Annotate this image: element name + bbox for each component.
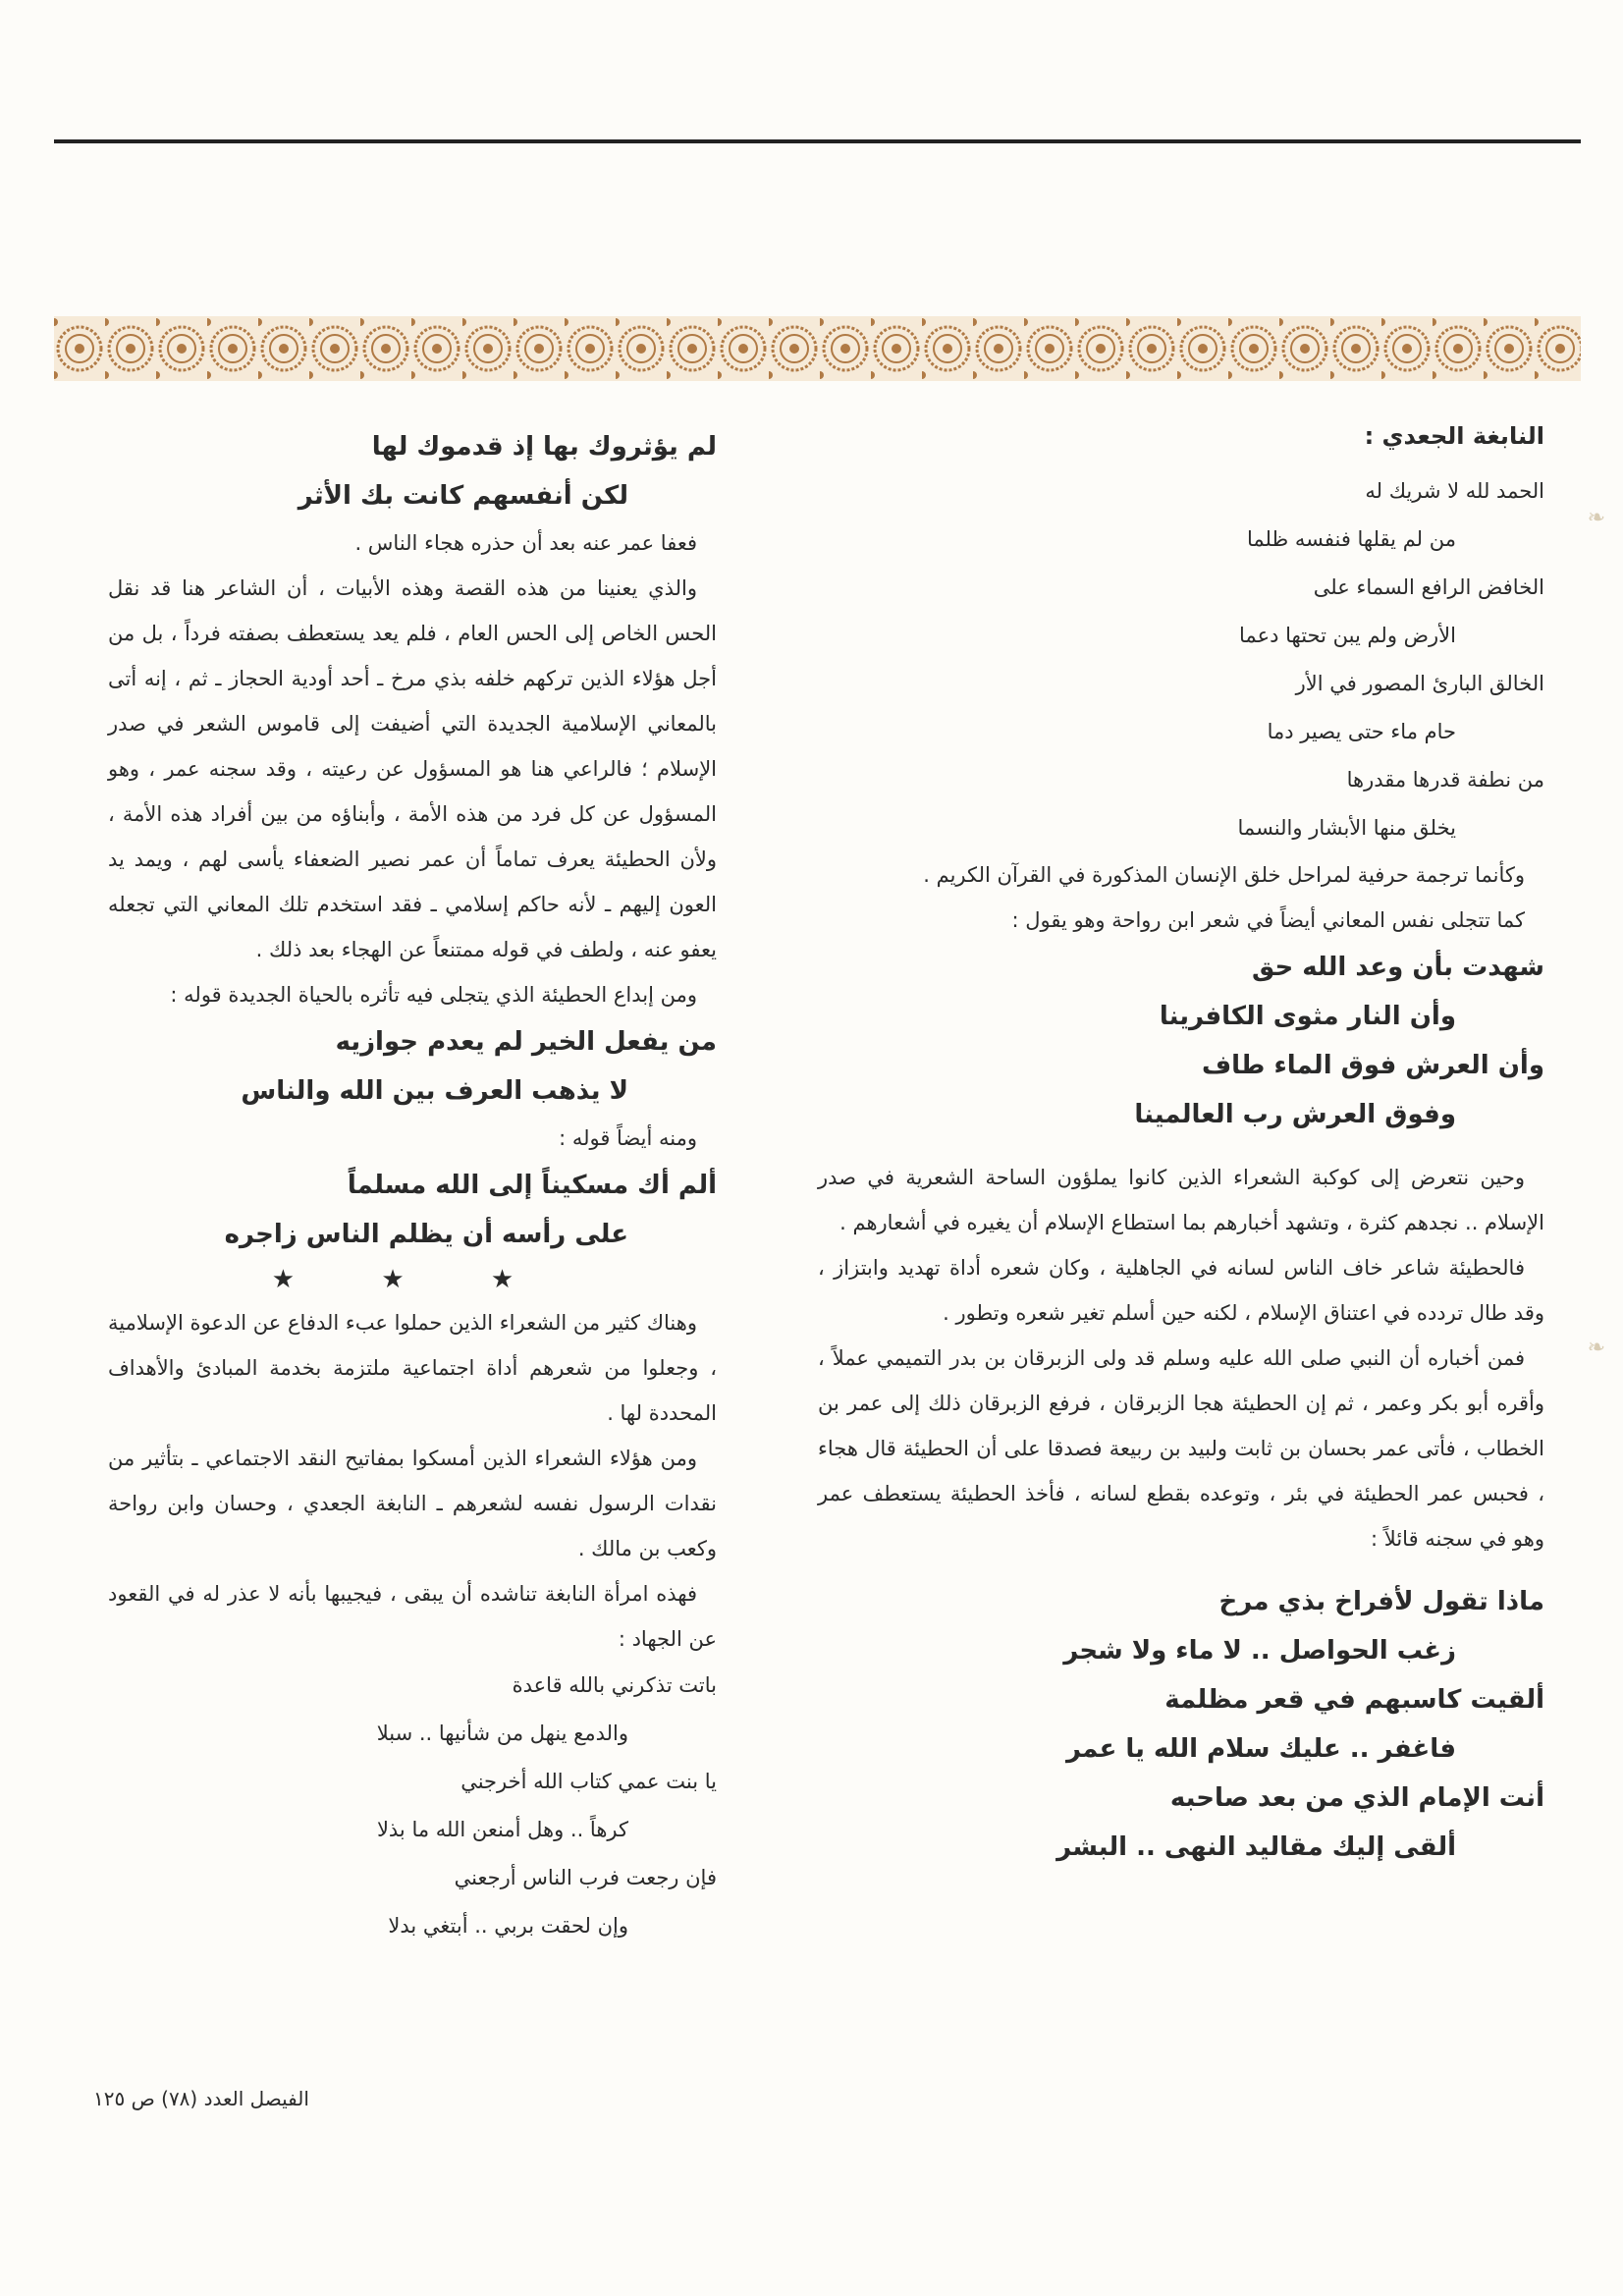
- verse-line: من لم يقلها فنفسه ظلما: [1246, 527, 1456, 551]
- paragraph: فعفا عمر عنه بعد أن حذره هجاء الناس .: [354, 531, 697, 555]
- poem-nabigha: [818, 467, 1544, 852]
- verse-line: فاغفر .. عليك سلام الله يا عمر: [1065, 1734, 1456, 1764]
- verse-line: الخافض الرافع السماء على: [1313, 575, 1544, 599]
- paragraph: ومنه أيضاً قوله :: [559, 1126, 697, 1150]
- paragraph: فالحطيئة شاعر خاف الناس لسانه في الجاهلية ، وكان شعره أداة تهديد وابتزاز ، وقد طال تردده في اعتناق الإسلام ، لكنه حين أسلم تغير شعره وتطور .: [818, 1256, 1544, 1325]
- poem-continuation: [108, 422, 717, 520]
- verse-line: زغب الحواصل .. لا ماء ولا شجر: [1063, 1636, 1456, 1666]
- verse-line: حام ماء حتى يصير دما: [1267, 720, 1456, 743]
- verse-line: والدمع ينهل من شأنيها .. سبلا: [376, 1722, 628, 1745]
- paragraph: فهذه امرأة النابغة تناشده أن يبقى ، فيجيبها بأنه لا عذر له في القعود عن الجهاد :: [108, 1582, 717, 1651]
- verse-line: فإن رجعت فرب الناس أرجعني: [454, 1866, 717, 1889]
- verse-line: من يفعل الخير لم يعدم جوازيه: [335, 1027, 717, 1057]
- verse-line: لكن أنفسهم كانت بك الأثر: [298, 481, 628, 511]
- verse-line: لم يؤثروك بها إذ قدموك لها: [371, 432, 717, 462]
- verse-line: يخلق منها الأبشار والنسما: [1237, 816, 1456, 840]
- paragraph: كما تتجلى نفس المعاني أيضاً في شعر ابن رواحة وهو يقول :: [1011, 908, 1525, 932]
- verse-line: من نطفة قدرها مقدرها: [1346, 768, 1544, 792]
- paragraph: وكأنما ترجمة حرفية لمراحل خلق الإنسان المذكورة في القرآن الكريم .: [923, 863, 1525, 887]
- decorative-ornament-band: [54, 316, 1581, 381]
- poet-heading: النابغة الجعدي :: [1364, 422, 1544, 450]
- verse-line: وأن النار مثوى الكافرينا: [1159, 1002, 1456, 1031]
- verse-line: على رأسه أن يظلم الناس زاجره: [224, 1220, 628, 1249]
- verse-line: الأرض ولم يبن تحتها دعما: [1239, 624, 1456, 647]
- verse-line: شهدت بأن وعد الله حق: [1252, 953, 1544, 982]
- verse-line: كرهاً .. وهل أمنعن الله ما بذلا: [376, 1818, 628, 1841]
- verse-line: الخالق البارئ المصور في الأر: [1295, 672, 1544, 695]
- verse-line: لا يذهب العرف بين الله والناس: [241, 1076, 628, 1106]
- verse-line: وإن لحقت بربي .. أبتغي بدلا: [388, 1914, 628, 1938]
- verse-line: يا بنت عمي كتاب الله أخرجني: [460, 1770, 717, 1793]
- verse-line: ألقى إليك مقاليد النهى .. البشر: [1056, 1832, 1456, 1862]
- poem-miskeen: [108, 1161, 717, 1259]
- verse-line: الحمد لله لا شريك له: [1365, 479, 1544, 503]
- poem-good-deeds: [108, 1017, 717, 1116]
- verse-line: ماذا تقول لأفراخ بذي مرخ: [1218, 1587, 1544, 1616]
- paragraph: وحين نتعرض إلى كوكبة الشعراء الذين كانوا يملؤون الساحة الشعرية في صدر الإسلام .. نجدهم كثرة ، وتشهد أخبارهم بما استطاع الإسلام أن يغيره في أشعارهم .: [818, 1166, 1544, 1234]
- paragraph: وهناك كثير من الشعراء الذين حملوا عبء الدفاع عن الدعوة الإسلامية ، وجعلوا من شعرهم أداة اجتماعية ملتزمة بخدمة المبادئ والأهداف المحددة لها .: [108, 1311, 717, 1425]
- poem-nabigha-wife: [108, 1662, 717, 1950]
- verse-line: وأن العرش فوق الماء طاف: [1201, 1051, 1544, 1080]
- margin-mark-icon: ❧: [1587, 1336, 1605, 1360]
- verse-line: باتت تذكرني بالله قاعدة: [512, 1673, 717, 1697]
- paragraph: والذي يعنينا من هذه القصة وهذه الأبيات ، أن الشاعر هنا قد نقل الحس الخاص إلى الحس العام ، فلم يعد يستعطف بصفته فرداً ، بل من أجل هؤلاء الذين تركهم خلفه بذي مرخ ـ أحد أودية الحجاز ـ ثم ، إنه أتى بالمعاني الإسلامية الجديدة التي أضيفت إلى قاموس الشعر في صدر الإسلام ؛ فالراعي هنا هو المسؤول عن رعيته ، وقد سجنه عمر ، وهو المسؤول عن كل فرد من هذه الأمة ، وأبناؤه من بين أفراد هذه الأمة ، ولأن الحطيئة يعرف تماماً أن عمر نصير الضعفاء يأسى لهم ، ويمد يد العون إليهم ـ لأنه حاكم إسلامي ـ فقد استخدم تلك المعاني التي تجعله يعفو عنه ، ولطف في قوله ممتنعاً عن الهجاء بعد ذلك .: [108, 576, 717, 961]
- poem-hutayah: [818, 1577, 1544, 1872]
- left-column: [108, 422, 717, 1950]
- right-column: [818, 422, 1544, 1872]
- paragraph: ومن إبداع الحطيئة الذي يتجلى فيه تأثره بالحياة الجديدة قوله :: [170, 983, 697, 1007]
- paragraph: فمن أخباره أن النبي صلى الله عليه وسلم قد ولى الزبرقان بن بدر التميمي عملاً ، وأقره أبو بكر وعمر ، ثم إن الحطيئة هجا الزبرقان ، فرفع الزبرقان ذلك إلى عمر بن الخطاب ، فأتى عمر بحسان بن ثابت ولبيد بن ربيعة فصدقا على أن الحطيئة قال هجاء ، فحبس عمر الحطيئة في بئر ، وتوعده بقطع لسانه ، فأخذ الحطيئة يستعطف عمر وهو في سجنه قائلاً :: [818, 1346, 1544, 1551]
- verse-line: ألم أك مسكيناً إلى الله مسلماً: [347, 1171, 717, 1200]
- top-rule: [54, 139, 1581, 143]
- verse-line: وفوق العرش رب العالمينا: [1134, 1100, 1456, 1129]
- section-divider-stars: ★ ★ ★: [271, 1265, 554, 1294]
- verse-line: أنت الإمام الذي من بعد صاحبه: [1169, 1783, 1544, 1813]
- verse-line: ألقيت كاسبهم في قعر مظلمة: [1164, 1685, 1544, 1715]
- poem-ibn-rawaha: [818, 943, 1544, 1139]
- page-footer: الفيصل العدد (٧٨) ص ١٢٥: [93, 2087, 309, 2110]
- paragraph: ومن هؤلاء الشعراء الذين أمسكوا بمفاتيح النقد الاجتماعي ـ بتأثير من نقدات الرسول نفسه لشعرهم ـ النابغة الجعدي ، وحسان وابن رواحة وكعب بن مالك .: [108, 1447, 717, 1560]
- margin-mark-icon: ❧: [1587, 506, 1605, 530]
